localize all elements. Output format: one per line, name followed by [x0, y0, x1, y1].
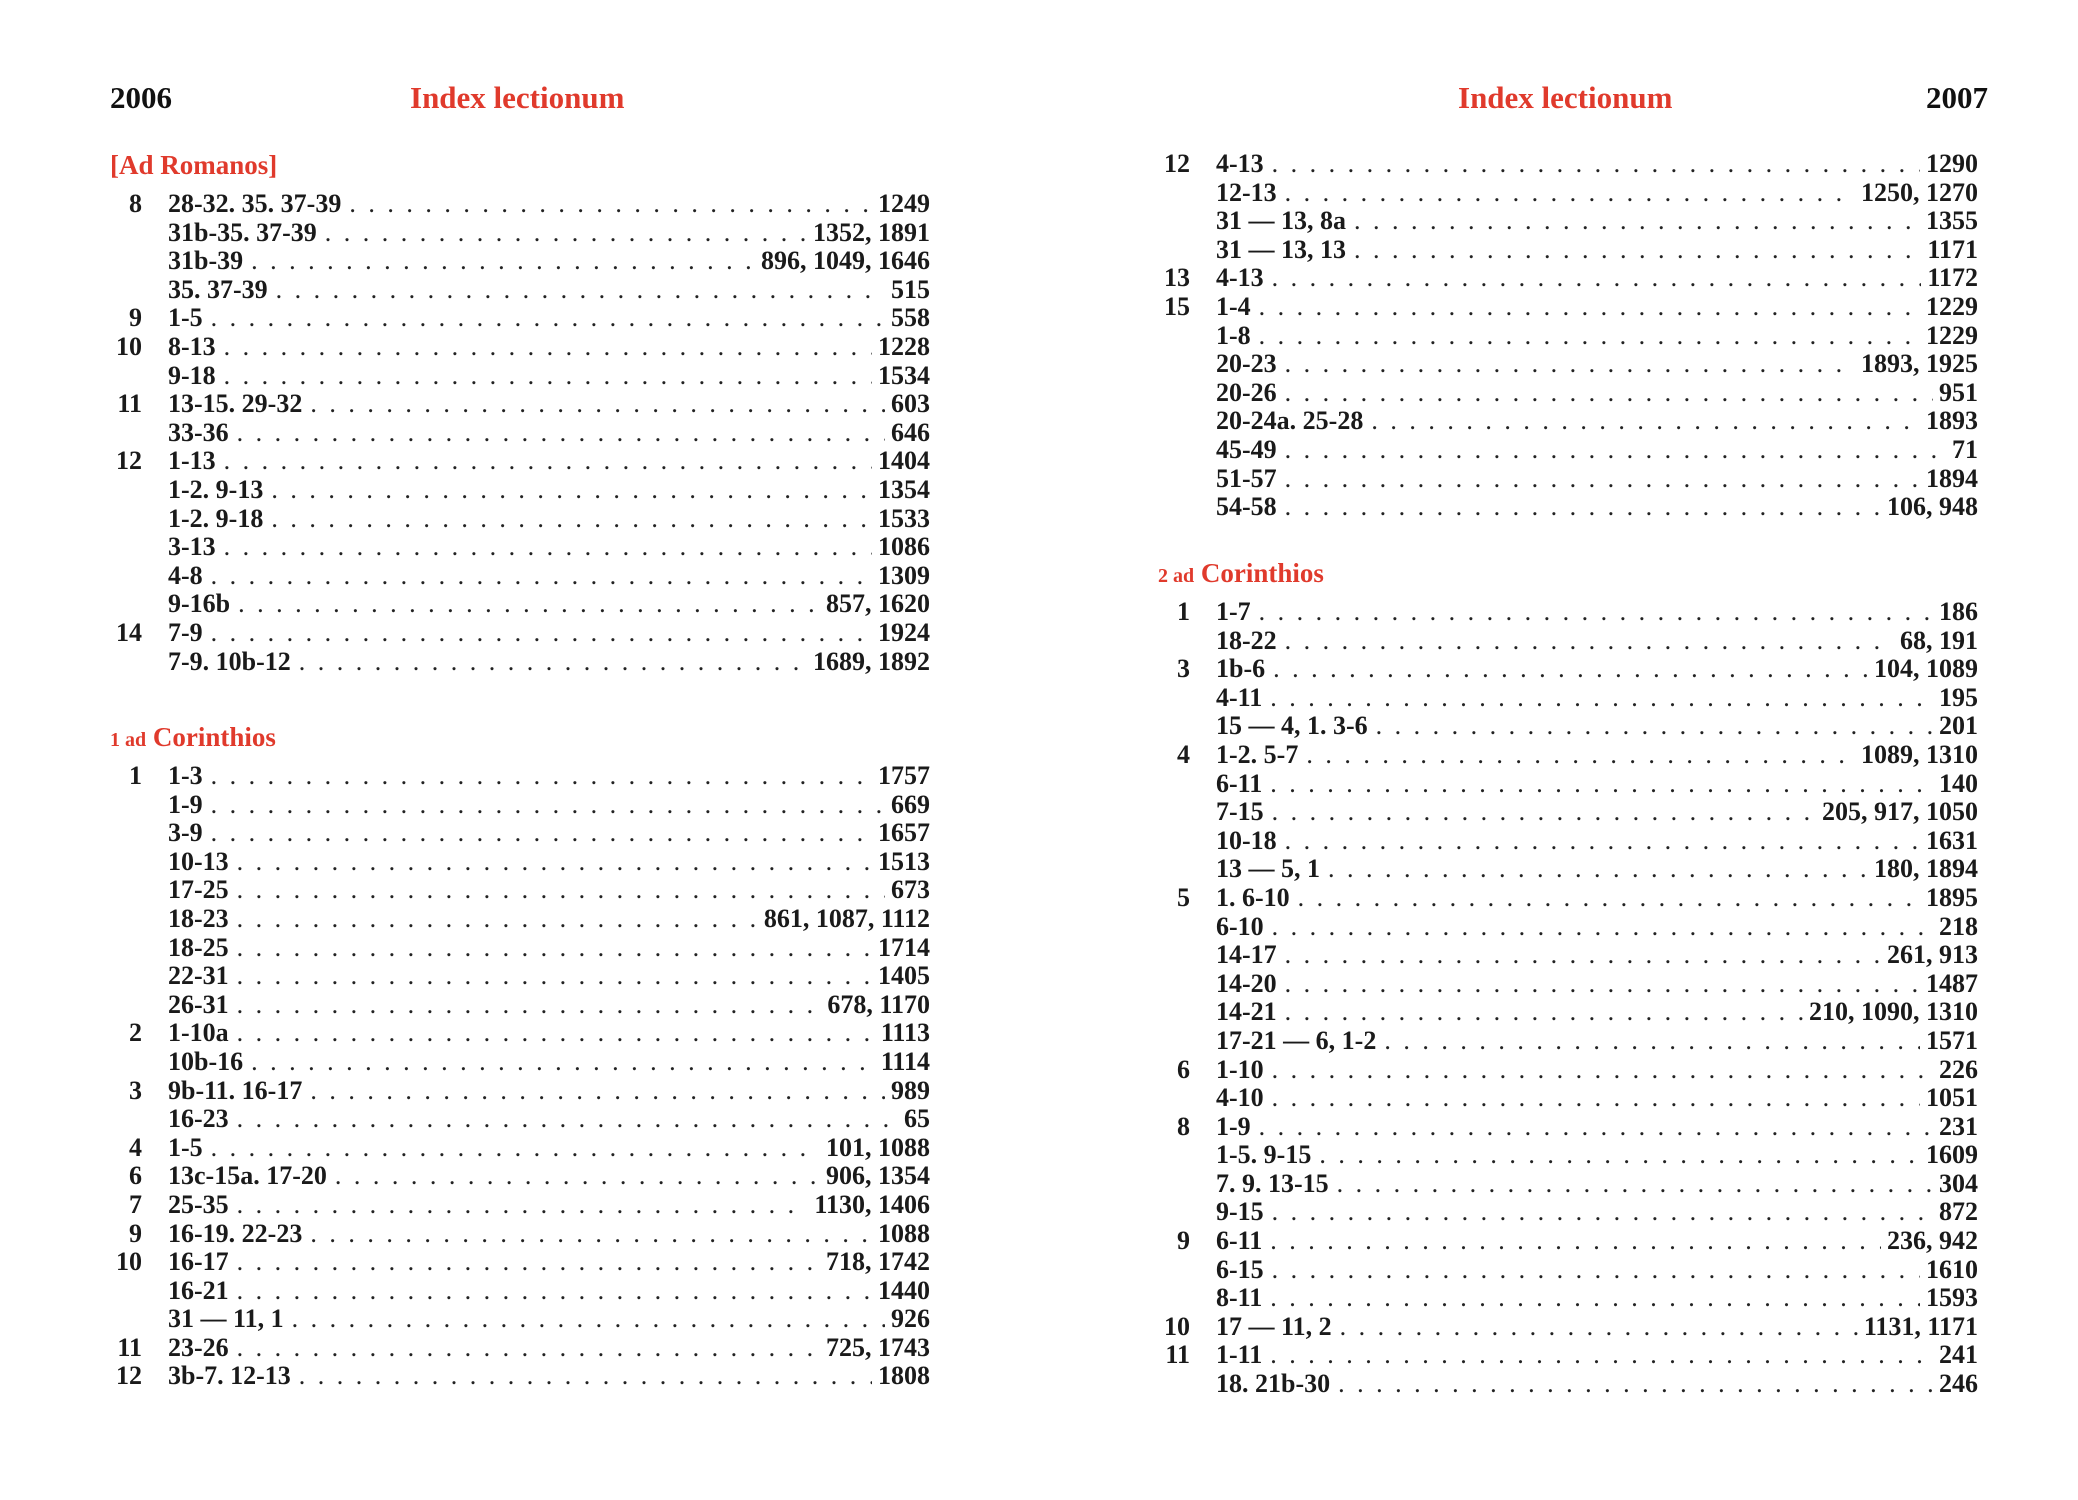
index-row — [110, 1048, 930, 1077]
verse-reference: 9b-11. 16-17 . . . — [168, 1077, 930, 1106]
chapter-number: 12 — [1164, 149, 1190, 178]
verse-reference: 1-9 . . . — [1216, 1113, 1978, 1142]
index-row — [110, 1277, 930, 1306]
verse-reference: 31b-39 . . . — [168, 247, 930, 276]
verse-reference: 1-7 . . . — [1216, 598, 1978, 627]
verse-reference: 3b-7. 12-13 . . . — [168, 1362, 930, 1391]
verse-reference: 3-9 . . . — [168, 819, 930, 848]
page-references: 1714 — [872, 934, 930, 963]
verse-reference: 14-17 . . . — [1216, 941, 1978, 970]
verse-reference: 28-32. 35. 37-39 . . . — [168, 190, 930, 219]
index-row — [1158, 655, 1978, 684]
page-references: 951 — [1933, 379, 1978, 408]
verse-reference: 1-10 . . . — [1216, 1056, 1978, 1085]
verse-reference: 6-10 . . . — [1216, 913, 1978, 942]
page-references: 1593 — [1920, 1284, 1978, 1313]
index-row — [110, 1019, 930, 1048]
page-references: 669 — [885, 791, 930, 820]
page-references: 68, 191 — [1894, 627, 1978, 656]
verse-reference: 13c-15a. 17-20 . . . — [168, 1162, 930, 1191]
verse-reference: 31 — 13, 13 . . . — [1216, 236, 1978, 265]
index-row — [1158, 770, 1978, 799]
index-row — [1158, 998, 1978, 1027]
index-row — [1158, 465, 1978, 494]
index-row — [1158, 1313, 1978, 1342]
verse-reference: 16-17 . . . — [168, 1248, 930, 1277]
verse-reference: 4-13 . . . — [1216, 150, 1978, 179]
page-references: 1631 — [1920, 827, 1978, 856]
chapter-number: 11 — [117, 1332, 142, 1362]
page-references: 1757 — [872, 762, 930, 791]
index-row — [110, 848, 930, 877]
page-references: 1352, 1891 — [807, 219, 930, 248]
verse-reference: 7-9 . . . — [168, 619, 930, 648]
page-references: 1086 — [872, 533, 930, 562]
chapter-number: 7 — [129, 1189, 142, 1219]
verse-reference: 1-5 . . . — [168, 1134, 930, 1163]
index-row — [1158, 179, 1978, 208]
index-row — [1158, 293, 1978, 322]
page-references: 1404 — [872, 447, 930, 476]
page-references: 210, 1090, 1310 — [1803, 998, 1978, 1027]
page-references: 1089, 1310 — [1855, 741, 1978, 770]
page-header — [110, 80, 940, 120]
chapter-number: 1 — [129, 761, 142, 790]
chapter-number: 11 — [1165, 1340, 1190, 1370]
verse-reference: 16-23 . . . — [168, 1105, 930, 1134]
page-references: 1113 — [875, 1019, 930, 1048]
section-heading — [110, 148, 930, 182]
verse-reference: 1-4 . . . — [1216, 293, 1978, 322]
verse-reference: 10b-16 . . . — [168, 1048, 930, 1077]
section-heading-title: [Ad Romanos] — [110, 150, 278, 180]
chapter-number: 6 — [129, 1161, 142, 1191]
verse-reference: 23-26 . . . — [168, 1334, 930, 1363]
page-references: 1051 — [1920, 1084, 1978, 1113]
page-references: 1440 — [872, 1277, 930, 1306]
verse-reference: 18-23 . . . — [168, 905, 930, 934]
index-row — [110, 1305, 930, 1334]
page-references: 1172 — [1921, 264, 1978, 293]
verse-reference: 1-2. 9-18 . . . — [168, 505, 930, 534]
index-row — [1158, 884, 1978, 913]
page-references: 926 — [885, 1305, 930, 1334]
verse-reference: 51-57 . . . — [1216, 465, 1978, 494]
page-references: 861, 1087, 1112 — [758, 905, 930, 934]
page-references: 1354 — [872, 476, 930, 505]
right-page — [1158, 0, 2058, 1500]
page-references: 1808 — [872, 1362, 930, 1391]
chapter-number: 11 — [117, 389, 142, 419]
running-title: Index lectionum — [410, 80, 625, 115]
index-row — [110, 190, 930, 219]
verse-reference: 45-49 . . . — [1216, 436, 1978, 465]
index-row — [110, 1105, 930, 1134]
index-row — [1158, 1256, 1978, 1285]
verse-reference: 15 — 4, 1. 3-6 . . . — [1216, 712, 1978, 741]
index-row — [110, 1134, 930, 1163]
page-references: 180, 1894 — [1868, 855, 1978, 884]
index-row — [110, 1220, 930, 1249]
index-row — [1158, 379, 1978, 408]
verse-reference: 22-31 . . . — [168, 962, 930, 991]
verse-reference: 35. 37-39 . . . — [168, 276, 930, 305]
index-row — [110, 619, 930, 648]
verse-reference: 3-13 . . . — [168, 533, 930, 562]
chapter-number: 13 — [1164, 263, 1190, 293]
verse-reference: 4-10 . . . — [1216, 1084, 1978, 1113]
index-row — [110, 562, 930, 591]
page-references: 101, 1088 — [820, 1134, 930, 1163]
page-references: 906, 1354 — [820, 1162, 930, 1191]
verse-reference: 25-35 . . . — [168, 1191, 930, 1220]
page-references: 1657 — [872, 819, 930, 848]
section-heading — [110, 720, 930, 754]
verse-reference: 18-22 . . . — [1216, 627, 1978, 656]
index-row — [1158, 322, 1978, 351]
index-row — [1158, 1198, 1978, 1227]
index-section-1-corinthios-cont — [1158, 150, 1978, 522]
index-row — [1158, 1284, 1978, 1313]
chapter-number: 15 — [1164, 291, 1190, 321]
page-references: 236, 942 — [1881, 1227, 1978, 1256]
verse-reference: 14-20 . . . — [1216, 970, 1978, 999]
index-row — [110, 962, 930, 991]
verse-reference: 6-15 . . . — [1216, 1256, 1978, 1285]
verse-reference: 10-18 . . . — [1216, 827, 1978, 856]
section-heading-title: Corinthios — [1200, 558, 1324, 588]
verse-reference: 1-2. 9-13 . . . — [168, 476, 930, 505]
index-section-1-corinthios — [110, 720, 930, 1391]
index-row — [1158, 941, 1978, 970]
verse-reference: 20-24a. 25-28 . . . — [1216, 407, 1978, 436]
index-row — [1158, 1084, 1978, 1113]
page-references: 226 — [1933, 1056, 1978, 1085]
page-references: 261, 913 — [1881, 941, 1978, 970]
page-references: 1229 — [1920, 293, 1978, 322]
index-row — [110, 1248, 930, 1277]
index-row — [110, 590, 930, 619]
index-row — [1158, 436, 1978, 465]
index-row — [110, 876, 930, 905]
page-references: 218 — [1933, 913, 1978, 942]
section-heading — [1158, 556, 1978, 590]
page-references: 1290 — [1920, 150, 1978, 179]
page-references: 1534 — [872, 362, 930, 391]
verse-reference: 6-11 . . . — [1216, 770, 1978, 799]
page-references: 1513 — [872, 848, 930, 877]
index-row — [1158, 913, 1978, 942]
index-section-2-corinthios — [1158, 556, 1978, 1399]
index-row — [110, 505, 930, 534]
page-references: 678, 1170 — [821, 991, 930, 1020]
verse-reference: 31 — 11, 1 . . . — [168, 1305, 930, 1334]
page-references: 1309 — [872, 562, 930, 591]
verse-reference: 10-13 . . . — [168, 848, 930, 877]
verse-reference: 31b-35. 37-39 . . . — [168, 219, 930, 248]
page-references: 989 — [885, 1077, 930, 1106]
page-references: 603 — [885, 390, 930, 419]
index-row — [1158, 493, 1978, 522]
index-row — [110, 390, 930, 419]
verse-reference: 1-9 . . . — [168, 791, 930, 820]
page-references: 205, 917, 1050 — [1816, 798, 1978, 827]
index-row — [1158, 827, 1978, 856]
page-number: 2006 — [110, 80, 172, 115]
verse-reference: 4-13 . . . — [1216, 264, 1978, 293]
index-row — [1158, 350, 1978, 379]
index-row — [110, 791, 930, 820]
page-references: 1250, 1270 — [1855, 179, 1978, 208]
page-references: 725, 1743 — [820, 1334, 930, 1363]
chapter-number: 3 — [1177, 654, 1190, 684]
page-references: 231 — [1933, 1113, 1978, 1142]
verse-reference: 9-18 . . . — [168, 362, 930, 391]
verse-reference: 1. 6-10 . . . — [1216, 884, 1978, 913]
page-references: 857, 1620 — [820, 590, 930, 619]
verse-reference: 1-13 . . . — [168, 447, 930, 476]
chapter-number: 10 — [116, 331, 142, 361]
chapter-number: 12 — [116, 1361, 142, 1391]
page-references: 515 — [885, 276, 930, 305]
verse-reference: 7. 9. 13-15 . . . — [1216, 1170, 1978, 1199]
page-references: 65 — [898, 1105, 930, 1134]
verse-reference: 4-8 . . . — [168, 562, 930, 591]
chapter-number: 3 — [129, 1075, 142, 1105]
page-references: 106, 948 — [1881, 493, 1978, 522]
left-page — [110, 0, 1010, 1500]
index-row — [1158, 1170, 1978, 1199]
verse-reference: 54-58 . . . — [1216, 493, 1978, 522]
index-row — [1158, 712, 1978, 741]
page-references: 1405 — [872, 962, 930, 991]
index-row — [110, 1362, 930, 1391]
verse-reference: 7-15 . . . — [1216, 798, 1978, 827]
verse-reference: 13-15. 29-32 . . . — [168, 390, 930, 419]
page-header — [1158, 80, 1988, 120]
verse-reference: 31 — 13, 8a . . . — [1216, 207, 1978, 236]
page-references: 304 — [1933, 1170, 1978, 1199]
page-references: 1609 — [1920, 1141, 1978, 1170]
chapter-number: 2 — [129, 1018, 142, 1048]
verse-reference: 33-36 . . . — [168, 419, 930, 448]
verse-reference: 4-11 . . . — [1216, 684, 1978, 713]
page-references: 1131, 1171 — [1858, 1313, 1978, 1342]
chapter-number: 9 — [129, 303, 142, 333]
section-heading-title: Corinthios — [152, 722, 276, 752]
page-references: 1533 — [872, 505, 930, 534]
index-row — [1158, 855, 1978, 884]
verse-reference: 13 — 5, 1 . . . — [1216, 855, 1978, 884]
page-references: 1893, 1925 — [1855, 350, 1978, 379]
verse-reference: 16-19. 22-23 . . . — [168, 1220, 930, 1249]
page-references: 1249 — [872, 190, 930, 219]
verse-reference: 1-8 . . . — [1216, 322, 1978, 351]
page-references: 718, 1742 — [820, 1248, 930, 1277]
index-section-ad-romanos — [110, 148, 930, 676]
index-row — [1158, 1056, 1978, 1085]
page-references: 1924 — [872, 619, 930, 648]
index-row — [110, 419, 930, 448]
index-row — [1158, 627, 1978, 656]
page-references: 896, 1049, 1646 — [755, 247, 930, 276]
verse-reference: 14-21 . . . — [1216, 998, 1978, 1027]
page-references: 1894 — [1920, 465, 1978, 494]
page-references: 186 — [1933, 598, 1978, 627]
page-references: 1571 — [1920, 1027, 1978, 1056]
chapter-number: 1 — [1177, 597, 1190, 626]
index-row — [1158, 1113, 1978, 1142]
index-row — [110, 247, 930, 276]
index-row — [110, 1077, 930, 1106]
index-row — [110, 762, 930, 791]
chapter-number: 6 — [1177, 1054, 1190, 1084]
index-row — [110, 476, 930, 505]
page-references: 1487 — [1920, 970, 1978, 999]
index-row — [110, 447, 930, 476]
index-row — [110, 362, 930, 391]
page-references: 1893 — [1920, 407, 1978, 436]
verse-reference: 17 — 11, 2 . . . — [1216, 1313, 1978, 1342]
verse-reference: 1-11 . . . — [1216, 1341, 1978, 1370]
section-heading-prefix: 2 ad — [1158, 565, 1195, 587]
index-row — [110, 219, 930, 248]
page-references: 673 — [885, 876, 930, 905]
chapter-number: 8 — [129, 189, 142, 218]
index-row — [1158, 1027, 1978, 1056]
verse-reference: 1-2. 5-7 . . . — [1216, 741, 1978, 770]
index-row — [110, 533, 930, 562]
index-row — [110, 276, 930, 305]
chapter-number: 9 — [1177, 1226, 1190, 1256]
page-references: 241 — [1933, 1341, 1978, 1370]
page-references: 1228 — [872, 333, 930, 362]
verse-reference: 9-16b . . . — [168, 590, 930, 619]
index-row — [1158, 264, 1978, 293]
index-row — [1158, 1227, 1978, 1256]
section-heading-prefix: 1 ad — [110, 729, 147, 751]
index-row — [1158, 207, 1978, 236]
index-row — [1158, 407, 1978, 436]
index-row — [1158, 741, 1978, 770]
chapter-number: 5 — [1177, 882, 1190, 912]
page-references: 140 — [1933, 770, 1978, 799]
verse-reference: 17-25 . . . — [168, 876, 930, 905]
page-references: 1114 — [875, 1048, 930, 1077]
page-references: 1130, 1406 — [808, 1191, 930, 1220]
page-references: 1689, 1892 — [807, 648, 930, 677]
verse-reference: 12-13 . . . — [1216, 179, 1978, 208]
verse-reference: 20-26 . . . — [1216, 379, 1978, 408]
page-number: 2007 — [1926, 80, 1988, 115]
page-references: 71 — [1946, 436, 1978, 465]
page-references: 195 — [1933, 684, 1978, 713]
page-references: 1088 — [872, 1220, 930, 1249]
verse-reference: 18. 21b-30 . . . — [1216, 1370, 1978, 1399]
index-row — [110, 1191, 930, 1220]
index-row — [1158, 598, 1978, 627]
page-references: 872 — [1933, 1198, 1978, 1227]
index-row — [1158, 684, 1978, 713]
verse-reference: 6-11 . . . — [1216, 1227, 1978, 1256]
page-references: 1229 — [1920, 322, 1978, 351]
index-row — [1158, 798, 1978, 827]
page-references: 1610 — [1920, 1256, 1978, 1285]
page-references: 246 — [1933, 1370, 1978, 1399]
chapter-number: 4 — [1177, 739, 1190, 769]
chapter-number: 12 — [116, 446, 142, 476]
verse-reference: 9-15 . . . — [1216, 1198, 1978, 1227]
page-references: 1355 — [1920, 207, 1978, 236]
index-row — [1158, 970, 1978, 999]
index-row — [110, 648, 930, 677]
chapter-number: 10 — [116, 1247, 142, 1277]
page-references: 1171 — [1921, 236, 1978, 265]
verse-reference: 18-25 . . . — [168, 934, 930, 963]
index-row — [110, 991, 930, 1020]
index-row — [110, 1162, 930, 1191]
page-references: 558 — [885, 304, 930, 333]
page-references: 646 — [885, 419, 930, 448]
chapter-number: 8 — [1177, 1111, 1190, 1141]
chapter-number: 4 — [129, 1132, 142, 1162]
index-row — [110, 905, 930, 934]
verse-reference: 8-11 . . . — [1216, 1284, 1978, 1313]
verse-reference: 26-31 . . . — [168, 991, 930, 1020]
index-row — [1158, 236, 1978, 265]
verse-reference: 1b-6 . . . — [1216, 655, 1978, 684]
running-title: Index lectionum — [1458, 80, 1673, 115]
verse-reference: 20-23 . . . — [1216, 350, 1978, 379]
index-row — [110, 1334, 930, 1363]
verse-reference: 17-21 — 6, 1-2 . . . — [1216, 1027, 1978, 1056]
index-row — [1158, 1370, 1978, 1399]
page-references: 201 — [1933, 712, 1978, 741]
verse-reference: 1-5 . . . — [168, 304, 930, 333]
index-row — [110, 333, 930, 362]
verse-reference: 16-21 . . . — [168, 1277, 930, 1306]
page-references: 104, 1089 — [1868, 655, 1978, 684]
verse-reference: 8-13 . . . — [168, 333, 930, 362]
index-row — [1158, 1341, 1978, 1370]
index-row — [1158, 1141, 1978, 1170]
chapter-number: 9 — [129, 1218, 142, 1248]
page-references: 1895 — [1920, 884, 1978, 913]
chapter-number: 10 — [1164, 1311, 1190, 1341]
verse-reference: 1-3 . . . — [168, 762, 930, 791]
verse-reference: 1-5. 9-15 . . . — [1216, 1141, 1978, 1170]
chapter-number: 14 — [116, 617, 142, 647]
verse-reference: 1-10a . . . — [168, 1019, 930, 1048]
verse-reference: 7-9. 10b-12 . . . — [168, 648, 930, 677]
index-row — [1158, 150, 1978, 179]
index-row — [110, 819, 930, 848]
index-row — [110, 304, 930, 333]
index-row — [110, 934, 930, 963]
